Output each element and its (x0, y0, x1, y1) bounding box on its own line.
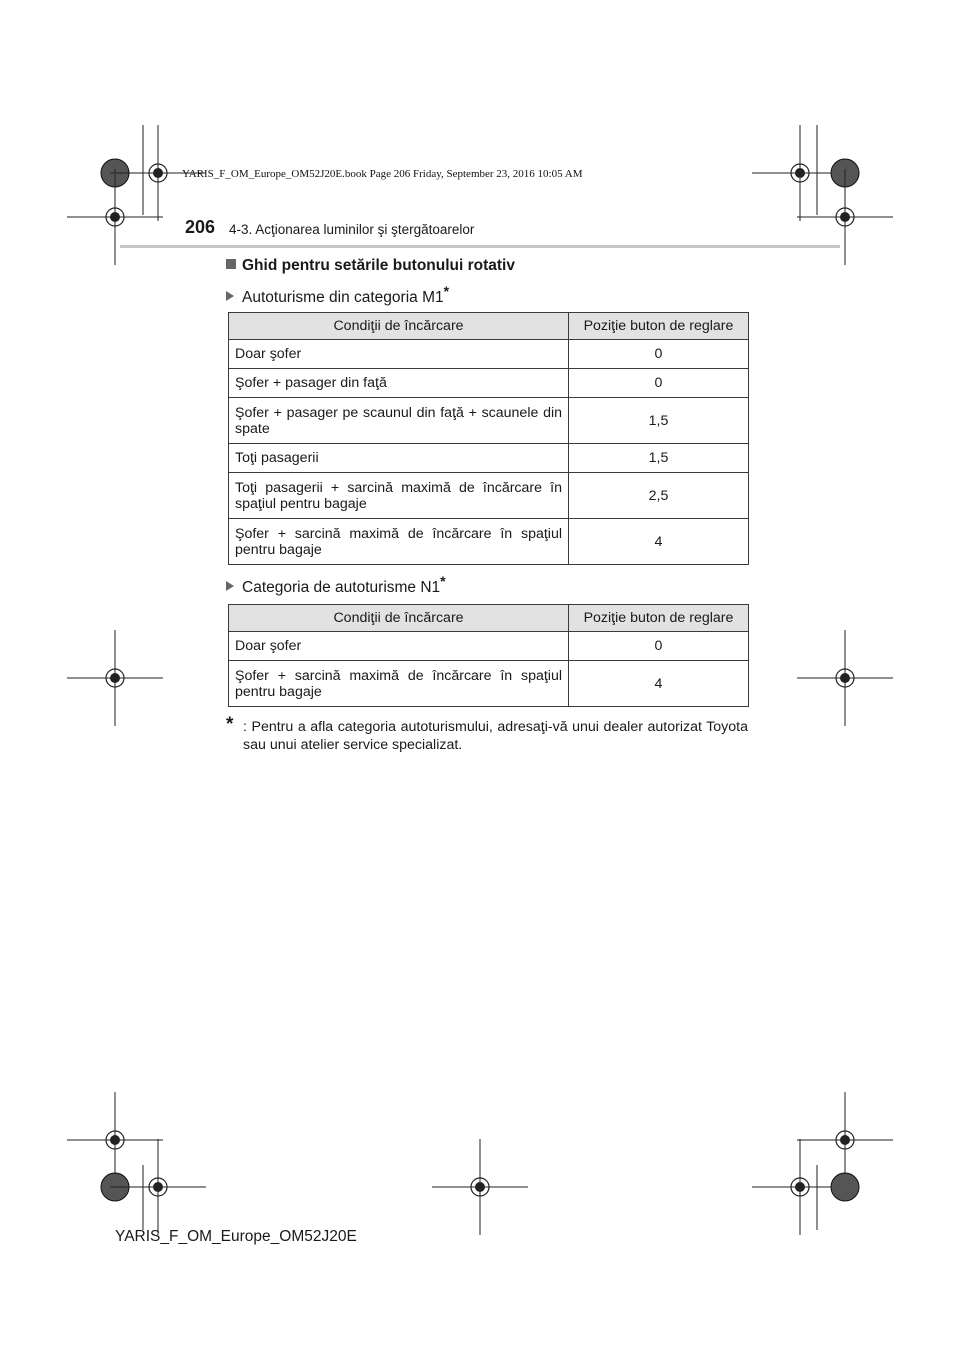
table-n1 (228, 604, 749, 707)
cell-condition: Şofer + sarcină maximă de încărcare în spaţiul pentru bagaje (229, 661, 569, 707)
table-row (229, 661, 749, 707)
triangle-bullet-icon (226, 581, 234, 591)
cell-position: 1,5 (569, 398, 749, 444)
table-row (229, 519, 749, 565)
subsection-m1 (226, 283, 449, 307)
section-heading (226, 257, 515, 275)
asterisk-mark: * (443, 283, 450, 299)
cell-condition: Şofer + pasager pe scaunul din faţă + scaunele din spate (229, 398, 569, 444)
footnote (226, 714, 748, 754)
header-rule (120, 245, 840, 248)
cell-position: 0 (569, 340, 749, 369)
table-row (229, 369, 749, 398)
cell-condition: Şofer + pasager din faţă (229, 369, 569, 398)
cell-position: 2,5 (569, 473, 749, 519)
table-header-row (229, 313, 749, 340)
header-condition: Condiţii de încărcare (229, 313, 569, 340)
heading-text: Ghid pentru setările butonului rotativ (242, 257, 515, 274)
cell-position: 4 (569, 661, 749, 707)
cell-condition: Toţi pasagerii (229, 444, 569, 473)
subsection-n1 (226, 573, 446, 597)
cell-condition: Doar şofer (229, 632, 569, 661)
header-position: Poziţie buton de reglare (569, 605, 749, 632)
table-row (229, 444, 749, 473)
cell-condition: Şofer + sarcină maximă de încărcare în spaţiul pentru bagaje (229, 519, 569, 565)
table-row (229, 473, 749, 519)
cell-condition: Doar şofer (229, 340, 569, 369)
table-row (229, 340, 749, 369)
print-header: YARIS_F_OM_Europe_OM52J20E.book Page 206 Friday, September 23, 2016 10:05 AM (182, 168, 583, 180)
cell-position: 0 (569, 632, 749, 661)
header-position: Poziţie buton de reglare (569, 313, 749, 340)
header-condition: Condiţii de încărcare (229, 605, 569, 632)
subsection-n1-label: Categoria de autoturisme N1 (242, 579, 441, 597)
table-row (229, 398, 749, 444)
footnote-asterisk: * (226, 714, 234, 735)
cell-condition: Toţi pasagerii + sarcină maximă de încărcare în spaţiul pentru bagaje (229, 473, 569, 519)
table-row (229, 632, 749, 661)
cell-position: 4 (569, 519, 749, 565)
cell-position: 0 (569, 369, 749, 398)
footer-document-code: YARIS_F_OM_Europe_OM52J20E (115, 1228, 357, 1245)
cell-position: 1,5 (569, 444, 749, 473)
triangle-bullet-icon (226, 291, 234, 301)
page-number: 206 (185, 217, 216, 237)
table-header-row (229, 605, 749, 632)
square-bullet-icon (226, 259, 236, 269)
footnote-text: : Pentru a afla categoria autoturismului, adresaţi-vă unui dealer autorizat Toyota sau unui atelier service specializat. (243, 719, 748, 753)
section-title: 4-3. Acţionarea luminilor şi ştergătoarelor (229, 222, 475, 237)
table-m1 (228, 312, 749, 565)
subsection-m1-label: Autoturisme din categoria M1 (242, 289, 444, 307)
asterisk-mark: * (440, 573, 446, 589)
